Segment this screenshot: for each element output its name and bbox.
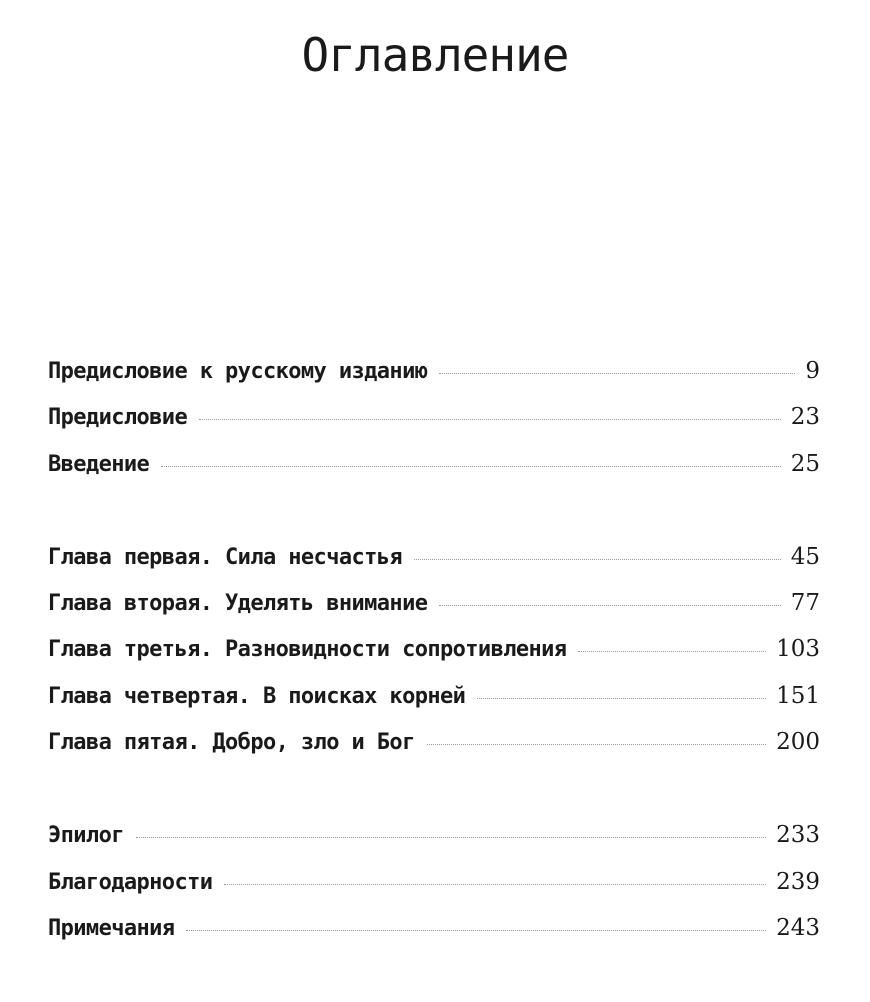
toc-group-back-matter — [48, 822, 820, 961]
toc-entry-label: Эпилог — [48, 823, 124, 849]
dot-leader — [224, 884, 766, 885]
toc-entry-label: Глава первая. Сила несчастья — [48, 544, 403, 570]
toc-entry-page: 103 — [776, 636, 820, 663]
dot-leader — [578, 651, 766, 652]
toc-entry-label: Примечания — [48, 915, 175, 941]
dot-leader — [414, 559, 781, 560]
dot-leader — [186, 930, 766, 931]
toc-entry-page: 45 — [790, 543, 820, 570]
dot-leader — [439, 373, 795, 374]
toc-entry[interactable] — [48, 869, 820, 915]
dot-leader — [161, 466, 781, 467]
toc-entry-page: 25 — [790, 450, 820, 477]
dot-leader — [199, 419, 781, 420]
toc-entry[interactable] — [48, 451, 820, 497]
toc-entry-page: 243 — [776, 914, 820, 941]
dot-leader — [427, 744, 766, 745]
toc-entry-label: Глава четвертая. В поисках корней — [48, 683, 466, 709]
toc-entry-page: 233 — [776, 822, 820, 849]
toc-entry-label: Введение — [48, 451, 150, 477]
dot-leader — [477, 698, 766, 699]
toc-entry-label: Глава пятая. Добро, зло и Бог — [48, 730, 415, 756]
toc-entry-label: Предисловие — [48, 405, 188, 431]
toc-entry-page: 200 — [776, 729, 820, 756]
toc-entry[interactable] — [48, 358, 820, 404]
toc-entry-label: Глава вторая. Уделять внимание — [48, 591, 428, 617]
toc-entry-page: 23 — [790, 404, 820, 431]
toc-entry-page: 151 — [776, 682, 820, 709]
toc-entry-page: 77 — [790, 590, 820, 617]
dot-leader — [136, 837, 766, 838]
toc-entry[interactable] — [48, 822, 820, 868]
toc-entry[interactable] — [48, 915, 820, 961]
toc-entry[interactable] — [48, 729, 820, 775]
toc-entry[interactable] — [48, 544, 820, 590]
toc-group-front-matter — [48, 358, 820, 497]
toc-entry-page: 239 — [776, 868, 820, 895]
toc-entry[interactable] — [48, 683, 820, 729]
toc-group-chapters — [48, 544, 820, 775]
toc-entry[interactable] — [48, 404, 820, 450]
dot-leader — [439, 605, 780, 606]
toc-entry-label: Предисловие к русскому изданию — [48, 359, 428, 384]
page-title: Оглавление — [301, 28, 569, 82]
toc-entry[interactable] — [48, 636, 820, 682]
toc-entry-page: 9 — [805, 358, 820, 384]
table-of-contents — [48, 358, 820, 961]
toc-entry-label: Глава третья. Разновидности сопротивления — [48, 637, 567, 663]
toc-entry[interactable] — [48, 590, 820, 636]
toc-entry-label: Благодарности — [48, 869, 213, 895]
